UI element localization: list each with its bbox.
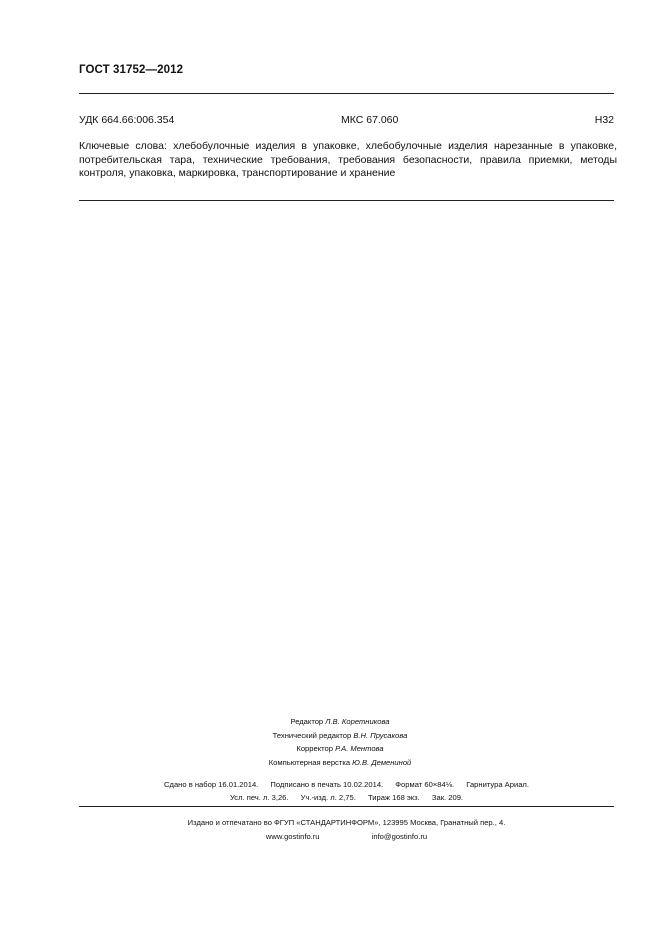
mks-code: МКС 67.060 [341,114,399,126]
proofreader-role: Корректор [296,744,333,753]
layout-role: Компьютерная верстка [268,757,351,767]
contact-line [79,830,614,844]
keywords-label: Ключевые слова: [79,140,167,152]
keywords-text: хлебобулочные изделия в упаковке, хлебобулочные изделия нарезанные в упаковке, потребительская тара, технические требования, требования безопасности, правила приемки, методы контроля, упаковка, маркировка, транспортирование и хранение [79,140,618,179]
editor-name: Л.В. Коретникова [325,717,390,726]
editor-role: Редактор [290,717,324,726]
credit-proofreader [170,742,510,756]
keywords-paragraph [79,140,617,181]
publishing-sheets: Уч.-изд. л. 2,75. [300,792,356,802]
publication-line-1 [79,779,614,792]
tech-editor-name: В.Н. Прусакова [353,730,408,740]
printing-info [79,816,614,843]
credit-tech-editor [170,729,510,743]
circulation: Тираж 168 экз. [367,792,420,802]
group-code: Н32 [594,114,614,126]
credit-layout [170,756,510,770]
print-sheets: Усл. печ. л. 3,26. [229,792,289,802]
udc-code: УДК 664.66:006.354 [79,114,175,126]
publication-line-2 [79,792,614,805]
email-link: info@gostinfo.ru [371,831,428,841]
proofreader-name: Р.А. Ментова [335,744,384,753]
top-divider [79,93,614,94]
layout-name: Ю.В. Демениной [352,757,412,767]
publisher-line: Издано и отпечатано во ФГУП «СТАНДАРТИНФОРМ», 123995 Москва, Гранатный пер., 4. [187,818,506,827]
order-number: Зак. 209. [431,792,464,802]
credits-block [170,715,510,769]
tech-editor-role: Технический редактор [272,730,352,740]
typeface: Гарнитура Ариал. [466,780,529,789]
website-link: www.gostinfo.ru [265,831,320,841]
typeset-date: Сдано в набор 16.01.2014. [164,780,259,789]
footer-divider [79,806,614,807]
standard-number: ГОСТ 31752—2012 [79,64,184,76]
paper-format: Формат 60×84⅛. [395,780,455,789]
keywords-divider [79,200,614,201]
classification-row [79,114,614,128]
publication-info [79,779,614,804]
signed-date: Подписано в печать 10.02.2014. [270,780,384,789]
credit-editor [170,715,510,729]
